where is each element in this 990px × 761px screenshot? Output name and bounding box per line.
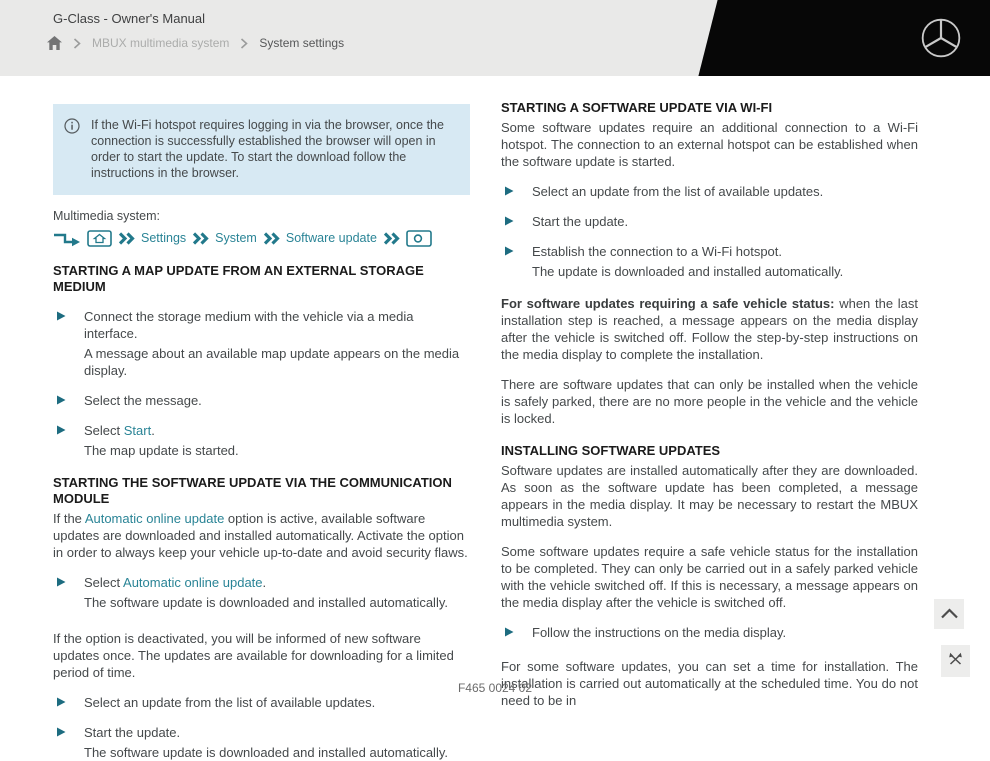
info-icon (64, 117, 80, 181)
bold-lead: For software updates requiring a safe vehicle status: (501, 296, 835, 311)
instruction-bullet (501, 213, 918, 230)
bullet-text: Follow the instructions on the media display. (532, 625, 787, 640)
instruction-bullet (53, 308, 470, 342)
document-code: F465 0024 02 (457, 681, 533, 695)
ui-label-link: Start (123, 423, 152, 438)
instruction-bullet (53, 422, 470, 439)
menu-path-step: System (215, 231, 257, 245)
chevron-right-icon (73, 38, 81, 49)
bullet-text: Start the update. (532, 214, 629, 229)
double-chevron-icon (383, 232, 400, 245)
breadcrumb (47, 36, 344, 50)
section-heading: STARTING THE SOFTWARE UPDATE VIA THE COMMUNICATION MODULE (53, 475, 452, 506)
instruction-bullet (53, 724, 470, 741)
info-note (53, 104, 470, 195)
instruction-bullet (53, 392, 470, 409)
bullet-triangle-icon (53, 724, 84, 741)
instruction-bullet (501, 624, 918, 641)
bullet-triangle-icon (53, 574, 84, 591)
bullet-text: Select Start. (84, 423, 155, 438)
crossed-arrows-icon (947, 652, 964, 670)
bullet-result: A message about an available map update appears on the media display. (84, 346, 460, 378)
right-column (501, 100, 918, 709)
instruction-bullet (501, 183, 918, 200)
section-heading: STARTING A SOFTWARE UPDATE VIA WI-FI (501, 100, 773, 115)
instruction-bullet (53, 574, 470, 591)
double-chevron-icon (118, 232, 135, 245)
breadcrumb-item-mbux[interactable]: MBUX multimedia system (92, 36, 230, 50)
chevron-up-icon (940, 607, 959, 622)
paragraph: Software updates are installed automatically after they are downloaded. As soon as the software update has been completed, a message appears in the media display. It may be necessary to restart the MBUX multimedia system. (501, 463, 918, 529)
bullet-result: The map update is started. (84, 443, 239, 458)
bullet-triangle-icon (53, 422, 84, 439)
home-icon[interactable] (47, 36, 62, 50)
paragraph: If the option is deactivated, you will be informed of new software updates once. The updates are available for downloading for a limited period of time. (53, 631, 454, 680)
bullet-text: Connect the storage medium with the vehicle via a media interface. (84, 309, 414, 341)
ui-label-link: Automatic online update (84, 511, 225, 526)
controller-icon (406, 230, 432, 247)
mercedes-star-icon (919, 16, 963, 60)
ui-label-link: Automatic online update (123, 575, 263, 590)
paragraph: For some software updates, you can set a time for installation. The installation is carried out automatically at the scheduled time. You do not need to be in (501, 659, 918, 708)
bullet-triangle-icon (501, 213, 532, 230)
bullet-text: Select Automatic online update. (84, 575, 267, 590)
instruction-bullet (53, 694, 470, 711)
section-heading: STARTING A MAP UPDATE FROM AN EXTERNAL STORAGE MEDIUM (53, 263, 424, 294)
paragraph: If the Automatic online update option is active, available software updates are downloaded and installed automatically. Activate the option in order to always keep your vehicle up-to-date and avoid security flaws. (53, 511, 468, 560)
chevron-right-icon (240, 38, 248, 49)
home-button-icon (87, 230, 112, 247)
double-chevron-icon (263, 232, 280, 245)
bullet-triangle-icon (501, 243, 532, 260)
bullet-triangle-icon (53, 392, 84, 409)
instruction-bullet (501, 243, 918, 260)
bullet-result: The update is downloaded and installed automatically. (532, 264, 844, 279)
bullet-text: Select the message. (84, 393, 202, 408)
menu-path (53, 230, 470, 247)
breadcrumb-item-current: System settings (259, 36, 345, 50)
page-title: G-Class - Owner's Manual (53, 11, 206, 26)
bullet-text: Select an update from the list of available updates. (532, 184, 824, 199)
header-bar (0, 0, 990, 76)
section-heading: INSTALLING SOFTWARE UPDATES (501, 443, 721, 458)
bullet-triangle-icon (501, 624, 532, 641)
operation-arrow-icon (53, 231, 81, 247)
left-column (53, 104, 470, 761)
bullet-text: Start the update. (84, 725, 181, 740)
bullet-text: Establish the connection to a Wi-Fi hotspot. (532, 244, 783, 259)
bullet-triangle-icon (501, 183, 532, 200)
multimedia-system-label: Multimedia system: (53, 209, 160, 223)
expand-view-button[interactable] (941, 645, 970, 677)
paragraph: Some software updates require a safe vehicle status for the installation to be completed. They can only be carried out in a safely parked vehicle with the vehicle switched off. If this is necessary, a message appears on the media display after the vehicle is switched off. (501, 544, 918, 610)
menu-path-step: Settings (141, 231, 187, 245)
scroll-up-button[interactable] (934, 599, 964, 629)
menu-path-step: Software update (285, 231, 377, 245)
bullet-result: The software update is downloaded and installed automatically. (84, 745, 448, 760)
info-note-text: If the Wi-Fi hotspot requires logging in via the browser, once the connection is successfully established the browser will open in order to start the update. To start the download follow the instructions in the browser. (91, 118, 444, 180)
bullet-text: Select an update from the list of available updates. (84, 695, 376, 710)
bullet-triangle-icon (53, 308, 84, 342)
paragraph: Some software updates require an additional connection to a Wi-Fi hotspot. The connection to an external hotspot can be established when the software update is started. (501, 120, 918, 169)
bullet-result: The software update is downloaded and installed automatically. (84, 595, 448, 610)
bullet-triangle-icon (53, 694, 84, 711)
paragraph: For software updates requiring a safe vehicle status: when the last installation step is reached, a message appears on the media display after the vehicle is switched off. Follow the step-by-step instructions on the media display to complete the installation. (501, 296, 919, 362)
double-chevron-icon (192, 232, 209, 245)
paragraph: There are software updates that can only be installed when the vehicle is safely parked, there are no more people in the vehicle and the vehicle is locked. (501, 377, 918, 426)
